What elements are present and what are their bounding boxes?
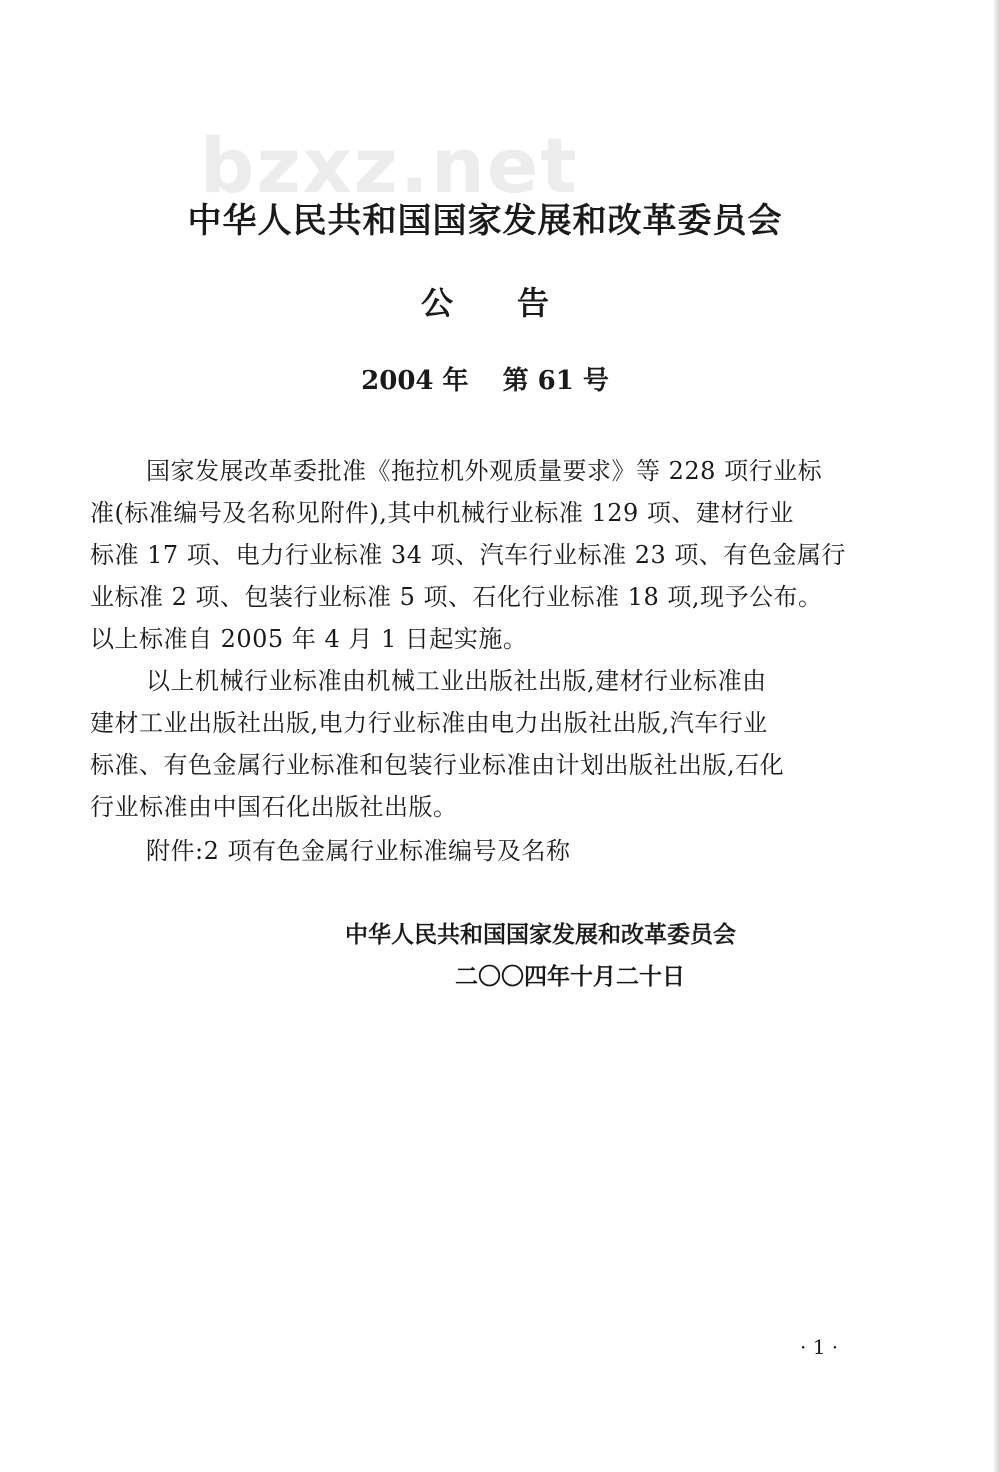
body-line: 准(标准编号及名称见附件),其中机械行业标准 129 项、建材行业 bbox=[90, 499, 794, 527]
body-line: 国家发展改革委批准《拖拉机外观质量要求》等 228 项行业标 bbox=[146, 457, 823, 485]
page-number: · 1 · bbox=[800, 1335, 839, 1359]
issue-number bbox=[0, 362, 970, 400]
signature-organization: 中华人民共和国国家发展和改革委员会 bbox=[345, 922, 736, 948]
issue-no: 第 61 号 bbox=[502, 366, 609, 396]
body-line: 建材工业出版社出版,电力行业标准由电力出版社出版,汽车行业 bbox=[90, 709, 768, 737]
watermark: bzxz.net bbox=[200, 121, 579, 210]
notice-heading: 公 告 bbox=[420, 284, 549, 322]
body-line: 以上机械行业标准由机械工业出版社出版,建材行业标准由 bbox=[146, 667, 767, 695]
body-line: 标准、有色金属行业标准和包装行业标准由计划出版社出版,石化 bbox=[90, 751, 785, 779]
page-edge-shadow bbox=[994, 0, 1000, 1472]
body-line: 行业标准由中国石化出版社出版。 bbox=[90, 793, 458, 821]
document-title: 中华人民共和国国家发展和改革委员会 bbox=[187, 201, 783, 241]
body-line: 以上标准自 2005 年 4 月 1 日起实施。 bbox=[90, 625, 528, 653]
body-line: 标准 17 项、电力行业标准 34 项、汽车行业标准 23 项、有色金属行 bbox=[90, 541, 846, 569]
body-line: 业标准 2 项、包装行业标准 5 项、石化行业标准 18 项,现予公布。 bbox=[90, 583, 823, 611]
attachment-line: 附件:2 项有色金属行业标准编号及名称 bbox=[146, 837, 571, 865]
signature-date: 二〇〇四年十月二十日 bbox=[455, 964, 685, 990]
issue-year: 2004 年 bbox=[361, 366, 469, 396]
